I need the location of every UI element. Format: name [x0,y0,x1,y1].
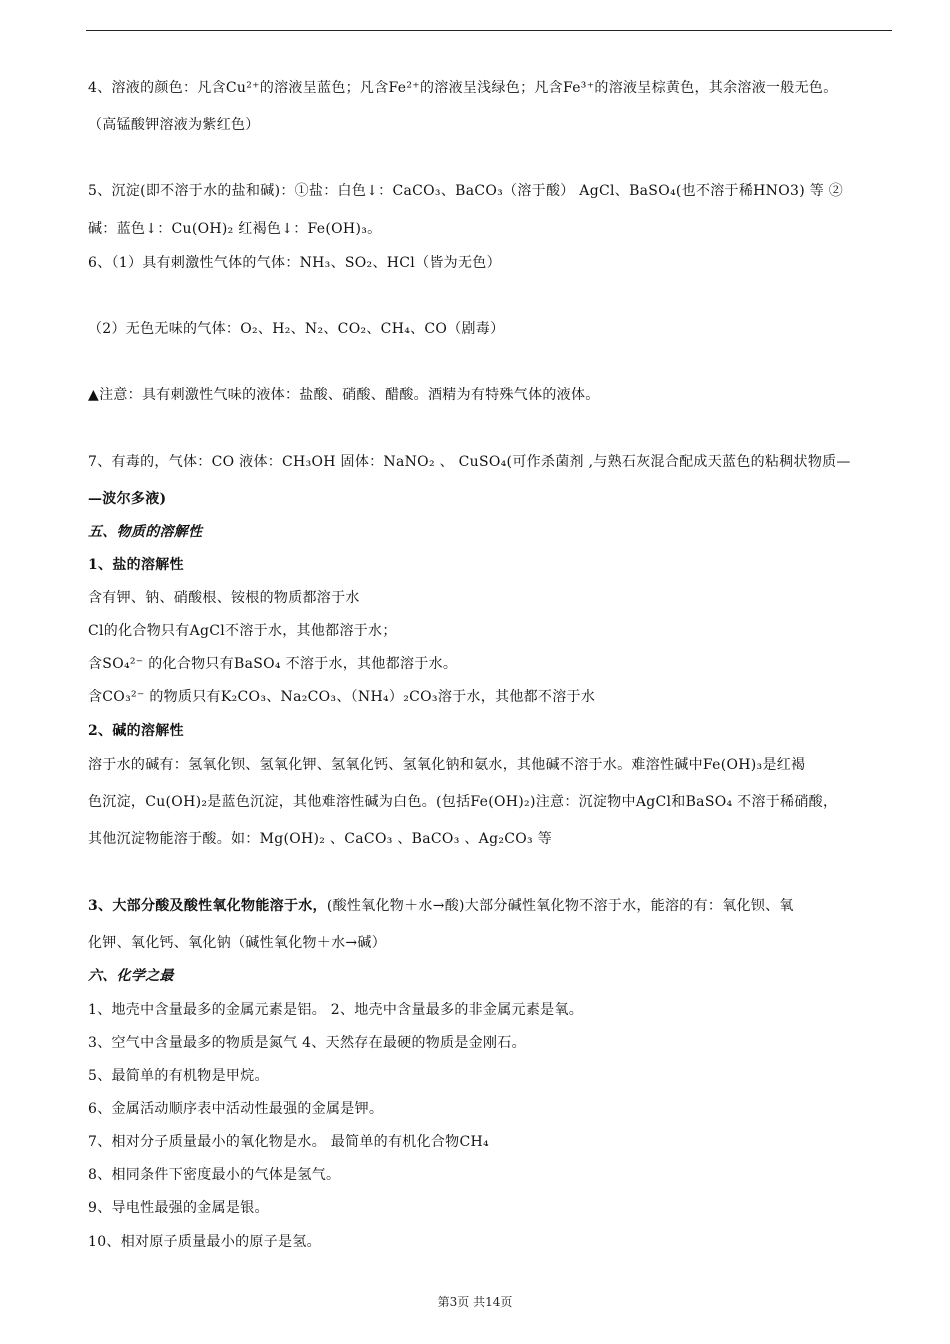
bold-lead: 3、大部分酸及酸性氧化物能溶于水， [88,898,327,914]
text-line: Cl的化合物只有AgCl不溶于水，其他都溶于水； [88,623,397,639]
text-line: 含SO₄²⁻ 的化合物只有BaSO₄ 不溶于水，其他都溶于水。 [88,656,458,672]
text-line: —波尔多液) [88,491,167,507]
text-line: 溶于水的碱有：氢氧化钡、氢氧化钾、氢氧化钙、氢氧化钠和氨水，其他碱不溶于水。难溶性碱中Fe(OH)₃是红褐 [88,757,806,773]
note-line: ▲注意：具有刺激性气味的液体：盐酸、硝酸、醋酸。酒精为有特殊气体的液体。 [88,387,600,403]
list-item: 9、导电性最强的金属是银。 [88,1200,269,1216]
text-line: 色沉淀，Cu(OH)₂是蓝色沉淀，其他难溶性碱为白色。(包括Fe(OH)₂)注意：沉淀物中AgCl和BaSO₄ 不溶于稀硝酸， [88,794,838,810]
list-item: 1、地壳中含量最多的金属元素是铝。 2、地壳中含量最多的非金属元素是氧。 [88,1002,584,1018]
header-rule [86,30,892,31]
list-item: 8、相同条件下密度最小的气体是氢气。 [88,1167,341,1183]
subsection-heading: 2、碱的溶解性 [88,723,184,739]
text-line: 碱：蓝色↓：Cu(OH)₂ 红褐色↓：Fe(OH)₃。 [88,221,382,237]
text-line: （2）无色无味的气体：O₂、H₂、N₂、CO₂、CH₄、CO（剧毒） [88,321,505,337]
list-item: 6、金属活动顺序表中活动性最强的金属是钾。 [88,1101,384,1117]
text-line [88,897,794,915]
text-line: 7、有毒的，气体：CO 液体：CH₃OH 固体：NaNO₂ 、 CuSO₄(可作杀菌剂 ,与熟石灰混合配成天蓝色的粘稠状物质— [88,454,851,470]
text-line: （高锰酸钾溶液为紫红色） [88,117,260,133]
text-line: 6、（1）具有刺激性气体的气体：NH₃、SO₂、HCl（皆为无色） [88,255,501,271]
text-line: 4、溶液的颜色：凡含Cu²⁺的溶液呈蓝色；凡含Fe²⁺的溶液呈浅绿色；凡含Fe³⁺的溶液呈棕黄色，其余溶液一般无色。 [88,80,838,96]
text-line: 5、沉淀(即不溶于水的盐和碱)：①盐：白色↓：CaCO₃、BaCO₃（溶于酸） AgCl、BaSO₄(也不溶于稀HNO3) 等 ② [88,183,844,199]
list-item: 7、相对分子质量最小的氧化物是水。 最简单的有机化合物CH₄ [88,1134,489,1150]
page-footer: 第3页 共14页 [437,1295,513,1309]
text-line: 化钾、氧化钙、氧化钠（碱性氧化物＋水→碱） [88,935,387,951]
section-heading: 六、化学之最 [88,968,174,984]
list-item: 10、相对原子质量最小的原子是氢。 [88,1234,321,1250]
section-heading: 五、物质的溶解性 [88,524,203,540]
subsection-heading: 1、盐的溶解性 [88,557,184,573]
list-item: 3、空气中含量最多的物质是氮气 4、天然存在最硬的物质是金刚石。 [88,1035,526,1051]
list-item: 5、最简单的有机物是甲烷。 [88,1068,269,1084]
text-rest: (酸性氧化物＋水→酸)大部分碱性氧化物不溶于水，能溶的有：氧化钡、氧 [326,898,794,914]
text-line: 含有钾、钠、硝酸根、铵根的物质都溶于水 [88,590,360,606]
text-line: 其他沉淀物能溶于酸。如：Mg(OH)₂ 、CaCO₃ 、BaCO₃ 、Ag₂CO₃ 等 [88,831,553,847]
text-line: 含CO₃²⁻ 的物质只有K₂CO₃、Na₂CO₃、（NH₄）₂CO₃溶于水，其他都不溶于水 [88,689,596,705]
